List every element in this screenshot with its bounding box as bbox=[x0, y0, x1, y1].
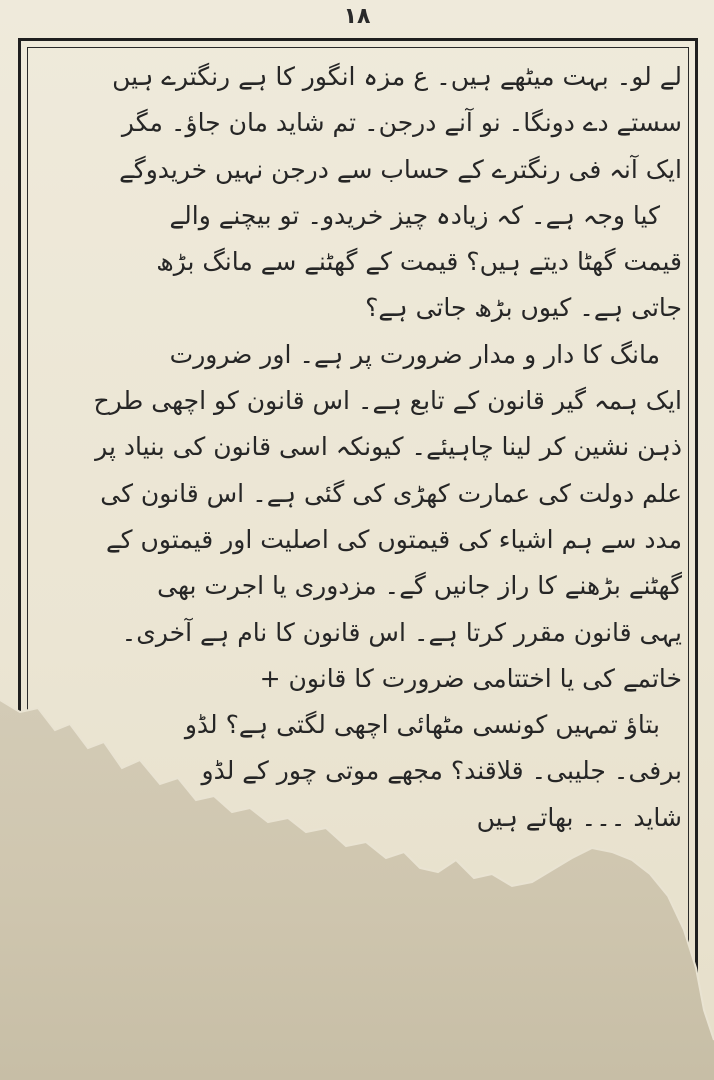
text-line: خاتمے کی یا اختتامی ضرورت کا قانون + bbox=[259, 663, 682, 693]
text-line: شاید ۔۔۔ بھاتے ہیں bbox=[476, 802, 682, 832]
text-line: کیا وجہ ہے۔ کہ زیادہ چیز خریدو۔ تو بیچنے والے bbox=[169, 200, 660, 230]
text-line: ایک ہمہ گیر قانون کے تابع ہے۔ اس قانون کو اچھی طرح bbox=[93, 386, 682, 416]
torn-paper-fill bbox=[0, 700, 714, 1080]
text-line: برفی۔ جلیبی۔ قلاقند؟ مجھے موتی چور کے لڈو bbox=[201, 756, 682, 786]
text-line: بتاؤ تمہیں کونسی مٹھائی اچھی لگتی ہے؟ لڈو bbox=[184, 710, 660, 740]
text-line: مانگ کا دار و مدار ضرورت پر ہے۔ اور ضرورت bbox=[169, 339, 660, 369]
text-line: مدد سے ہم اشیاء کی قیمتوں کی اصلیت اور قیمتوں کے bbox=[105, 524, 682, 554]
text-line: لے لو۔ بہت میٹھے ہیں۔ ع مزہ انگور کا ہے رنگترے ہیں bbox=[112, 62, 682, 91]
text-line: قیمت گھٹا دیتے ہیں؟ قیمت کے گھٹنے سے مانگ بڑھ bbox=[156, 247, 682, 277]
text-line: ذہن نشین کر لینا چاہیئے۔ کیونکہ اسی قانون کی بنیاد پر bbox=[95, 432, 682, 462]
text-line: جاتی ہے۔ کیوں بڑھ جاتی ہے؟ bbox=[365, 293, 682, 323]
text-line: علم دولت کی عمارت کھڑی کی گئی ہے۔ اس قانون کی bbox=[100, 478, 682, 508]
text-line: گھٹنے بڑھنے کا راز جانیں گے۔ مزدوری یا اجرت بھی bbox=[157, 571, 682, 601]
text-line: سستے دے دونگا۔ نو آنے درجن۔ تم شاید مان جاؤ۔ مگر bbox=[121, 108, 682, 138]
text-line: ایک آنہ فی رنگترے کے حساب سے درجن نہیں خریدوگے bbox=[119, 154, 682, 184]
text-line: یہی قانون مقرر کرتا ہے۔ اس قانون کا نام ہے آخری۔ bbox=[121, 617, 682, 647]
page-number: ۱۸ bbox=[343, 4, 371, 29]
